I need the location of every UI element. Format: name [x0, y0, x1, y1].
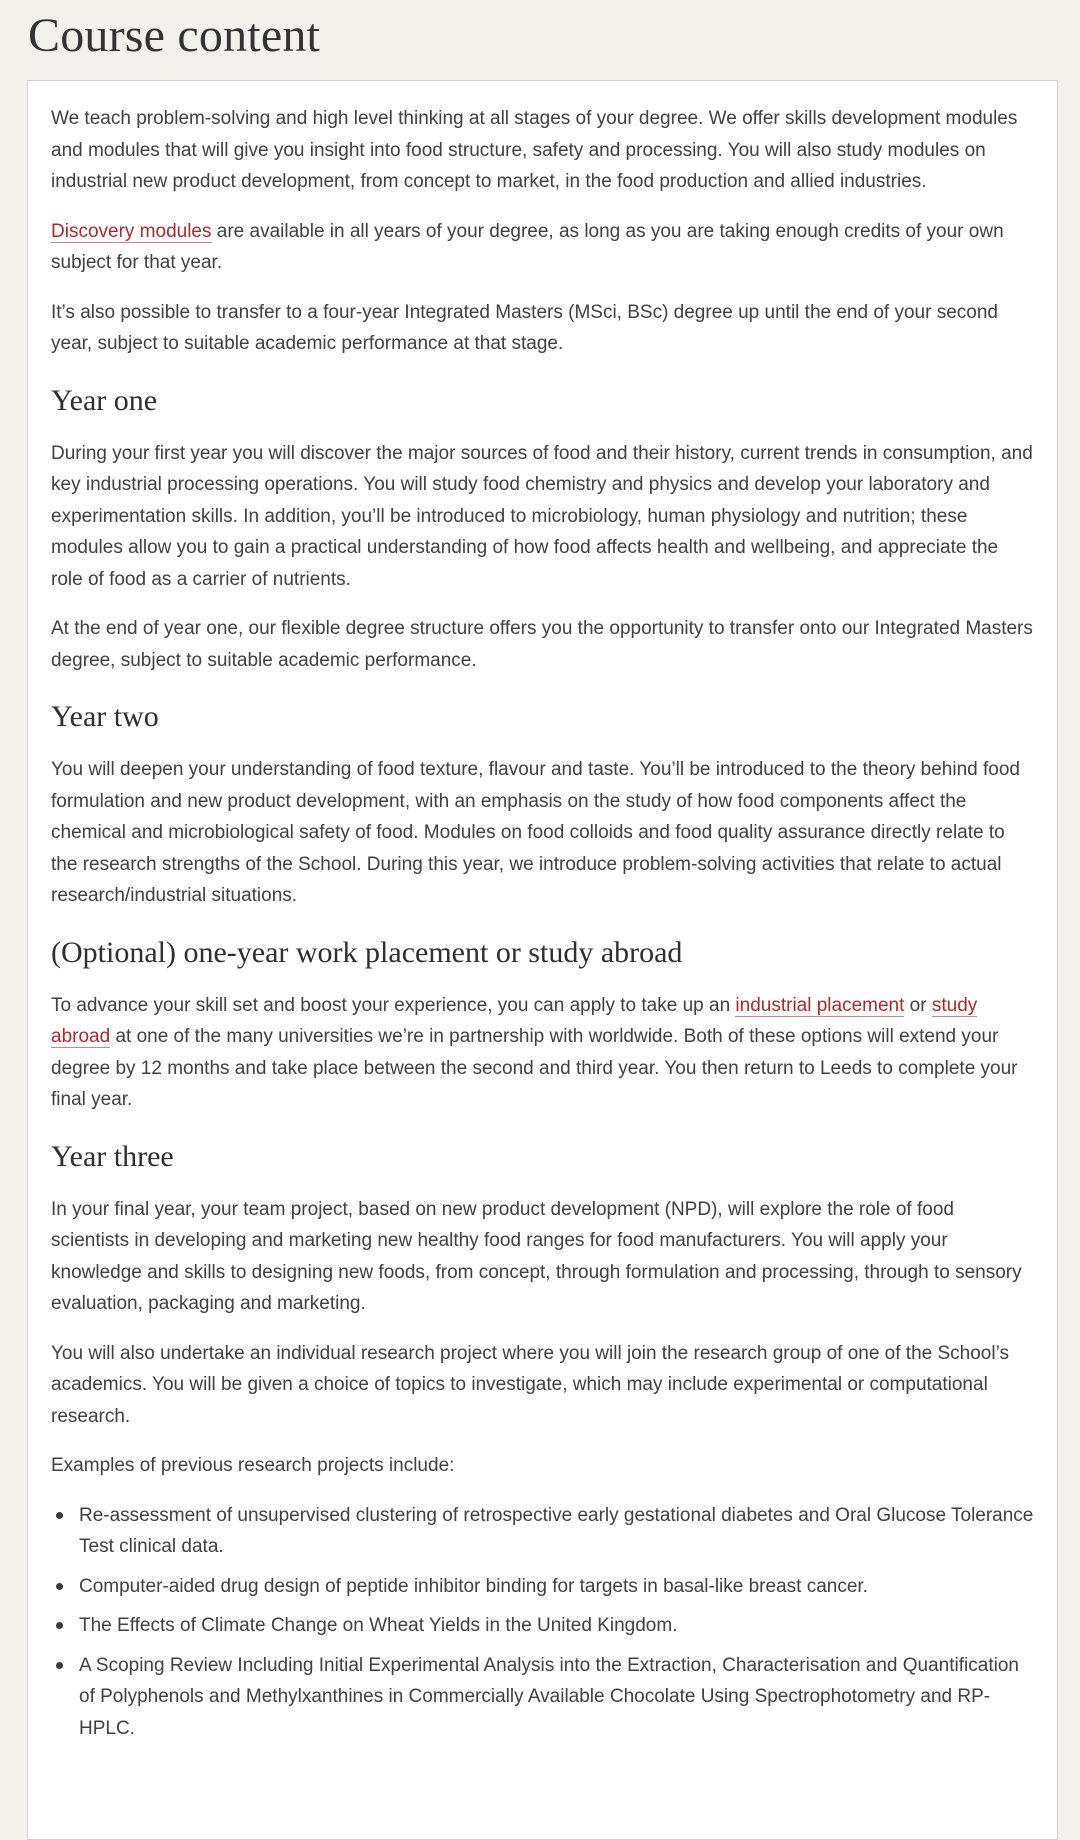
list-item	[51, 1500, 1035, 1563]
bullet-icon	[56, 1512, 63, 1519]
industrial-placement-link[interactable]: industrial placement	[735, 994, 905, 1016]
course-content-panel	[27, 80, 1058, 1840]
list-item-text: A Scoping Review Including Initial Experimental Analysis into the Extraction, Characterisation and Quantification of Polyphenols and Methylxanthines in Commercially Available Chocolate Using Spectrophotometry and RP-HPLC.	[79, 1654, 1019, 1739]
year-three-paragraph-1: In your final year, your team project, based on new product development (NPD), will explore the role of food scientists in developing and marketing new healthy food ranges for food manufacturers. You will apply your knowledge and skills to designing new foods, from concept, through formulation and processing, through to sensory evaluation, packaging and marketing.	[51, 1198, 1022, 1314]
list-item	[51, 1610, 1035, 1642]
page-title: Course content	[28, 9, 321, 62]
list-item-text: Computer-aided drug design of peptide inhibitor binding for targets in basal-like breast cancer.	[79, 1575, 868, 1597]
intro-paragraph-2-text: are available in all years of your degree, as long as you are taking enough credits of your own subject for that year.	[51, 220, 1004, 273]
list-item-text: Re-assessment of unsupervised clustering of retrospective early gestational diabetes and Oral Glucose Tolerance Test clinical data.	[79, 1504, 1034, 1557]
intro-paragraph-1: We teach problem-solving and high level thinking at all stages of your degree. We offer skills development modules and modules that will give you insight into food structure, safety and processing. You will also study modules on industrial new product development, from concept to market, in the food production and allied industries.	[51, 108, 1018, 192]
year-three-heading: Year three	[51, 1139, 174, 1173]
optional-text-mid: or	[904, 994, 932, 1016]
bullet-icon	[56, 1622, 63, 1629]
discovery-modules-link[interactable]: Discovery modules	[51, 220, 212, 242]
year-three-paragraph-3: Examples of previous research projects include:	[51, 1455, 455, 1476]
study-abroad-link[interactable]: study abroad	[51, 994, 978, 1047]
year-two-paragraph-1: You will deepen your understanding of food texture, flavour and taste. You’ll be introduced to the theory behind food formulation and new product development, with an emphasis on the study of how food components affect the chemical and microbiological safety of food. Modules on food colloids and food quality assurance directly relate to the research strengths of the School. During this year, we introduce problem-solving activities that relate to actual research/industrial situations.	[51, 759, 1020, 906]
bullet-icon	[56, 1662, 63, 1669]
year-one-paragraph-2: At the end of year one, our flexible degree structure offers you the opportunity to transfer onto our Integrated Masters degree, subject to suitable academic performance.	[51, 618, 1033, 671]
list-item	[51, 1571, 1035, 1603]
research-projects-list	[51, 1500, 1035, 1745]
year-one-paragraph-1: During your first year you will discover the major sources of food and their history, current trends in consumption, and key industrial processing operations. You will study food chemistry and physics and develop your laboratory and experimentation skills. In addition, you’ll be introduced to microbiology, human physiology and nutrition; these modules allow you to gain a practical understanding of how food affects health and wellbeing, and appreciate the role of food as a carrier of nutrients.	[51, 442, 1033, 590]
list-item	[51, 1650, 1035, 1745]
year-one-heading: Year one	[51, 383, 158, 417]
year-two-heading: Year two	[51, 700, 159, 733]
optional-text-end: at one of the many universities we’re in partnership with worldwide. Both of these options will extend your degree by 12 months and take place between the second and third year. You then return to Leeds to complete your final year.	[51, 1026, 1018, 1110]
intro-paragraph-2	[51, 216, 1035, 279]
year-three-paragraph-2: You will also undertake an individual research project where you will join the research group of one of the School’s academics. You will be given a choice of topics to investigate, which may include experimental or computational research.	[51, 1342, 1009, 1427]
optional-placement-paragraph	[51, 990, 1035, 1116]
optional-placement-heading: (Optional) one-year work placement or study abroad	[51, 935, 683, 969]
list-item-text: The Effects of Climate Change on Wheat Yields in the United Kingdom.	[79, 1615, 678, 1636]
optional-text-start: To advance your skill set and boost your experience, you can apply to take up an	[51, 994, 736, 1016]
bullet-icon	[56, 1583, 63, 1590]
intro-paragraph-3: It’s also possible to transfer to a four-year Integrated Masters (MSci, BSc) degree up until the end of your second year, subject to suitable academic performance at that stage.	[51, 301, 998, 354]
